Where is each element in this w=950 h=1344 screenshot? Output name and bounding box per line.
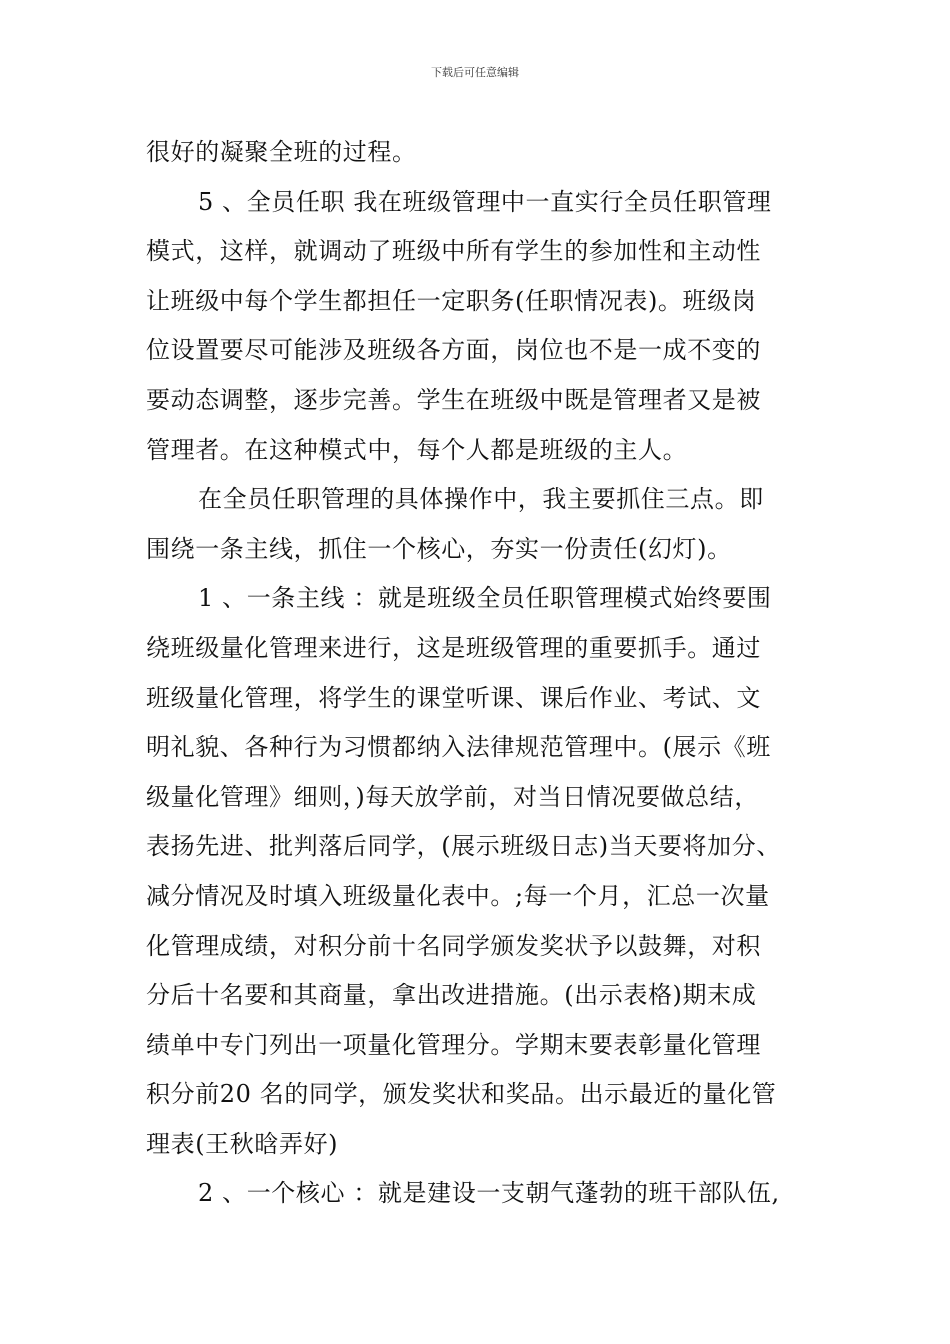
text-line: 明礼貌、各种行为习惯都纳入法律规范管理中。(展示《班 [146,733,771,762]
text-line: 理表(王秋晗弄好) [146,1129,339,1158]
text-line: 围绕一条主线，抓住一个核心，夯实一份责任(幻灯)。 [146,534,732,563]
text-line: 化管理成绩，对积分前十名同学颁发奖状予以鼓舞，对积 [146,931,761,960]
text-line: 1 、一条主线 ：就是班级全员任职管理模式始终要围 [198,584,772,613]
text-line: 表扬先进、批判落后同学，(展示班级日志)当天要将加分、 [146,832,781,861]
text-line: 绕班级量化管理来进行，这是班级管理的重要抓手。通过 [146,633,761,662]
text-line: 要动态调整，逐步完善。学生在班级中既是管理者又是被 [146,385,761,414]
text-line: 管理者。在这种模式中，每个人都是班级的主人。 [146,435,688,464]
text-line: 位设置要尽可能涉及班级各方面，岗位也不是一成不变的 [146,336,761,365]
page-header: 下载后可任意编辑 [431,66,519,79]
text-line: 班级量化管理，将学生的课堂听课、课后作业、考试、文 [146,683,761,712]
text-line: 积分前20 名的同学，颁发奖状和奖品。出示最近的量化管 [146,1080,777,1109]
text-line: 减分情况及时填入班级量化表中。;每一个月，汇总一次量 [146,881,770,910]
document-body [146,128,810,1219]
text-line: 在全员任职管理的具体操作中，我主要抓住三点。即 [198,485,764,514]
text-line: 5 、全员任职 我在班级管理中一直实行全员任职管理 [198,187,772,216]
text-line: 绩单中专门列出一项量化管理分。学期末要表彰量化管理 [146,1030,761,1059]
text-line: 很好的凝聚全班的过程。 [146,138,417,166]
text-line: 模式，这样，就调动了班级中所有学生的参加性和主动性 [146,237,761,266]
text-line: 分后十名要和其商量，拿出改进措施。(出示表格)期末成 [146,981,757,1010]
text-line: 让班级中每个学生都担任一定职务(任职情况表)。班级岗 [146,286,757,315]
text-line: 级量化管理》细则，)每天放学前，对当日情况要做总结， [146,782,759,811]
text-line: 2 、一个核心 ：就是建设一支朝气蓬勃的班干部队伍, [198,1179,780,1208]
